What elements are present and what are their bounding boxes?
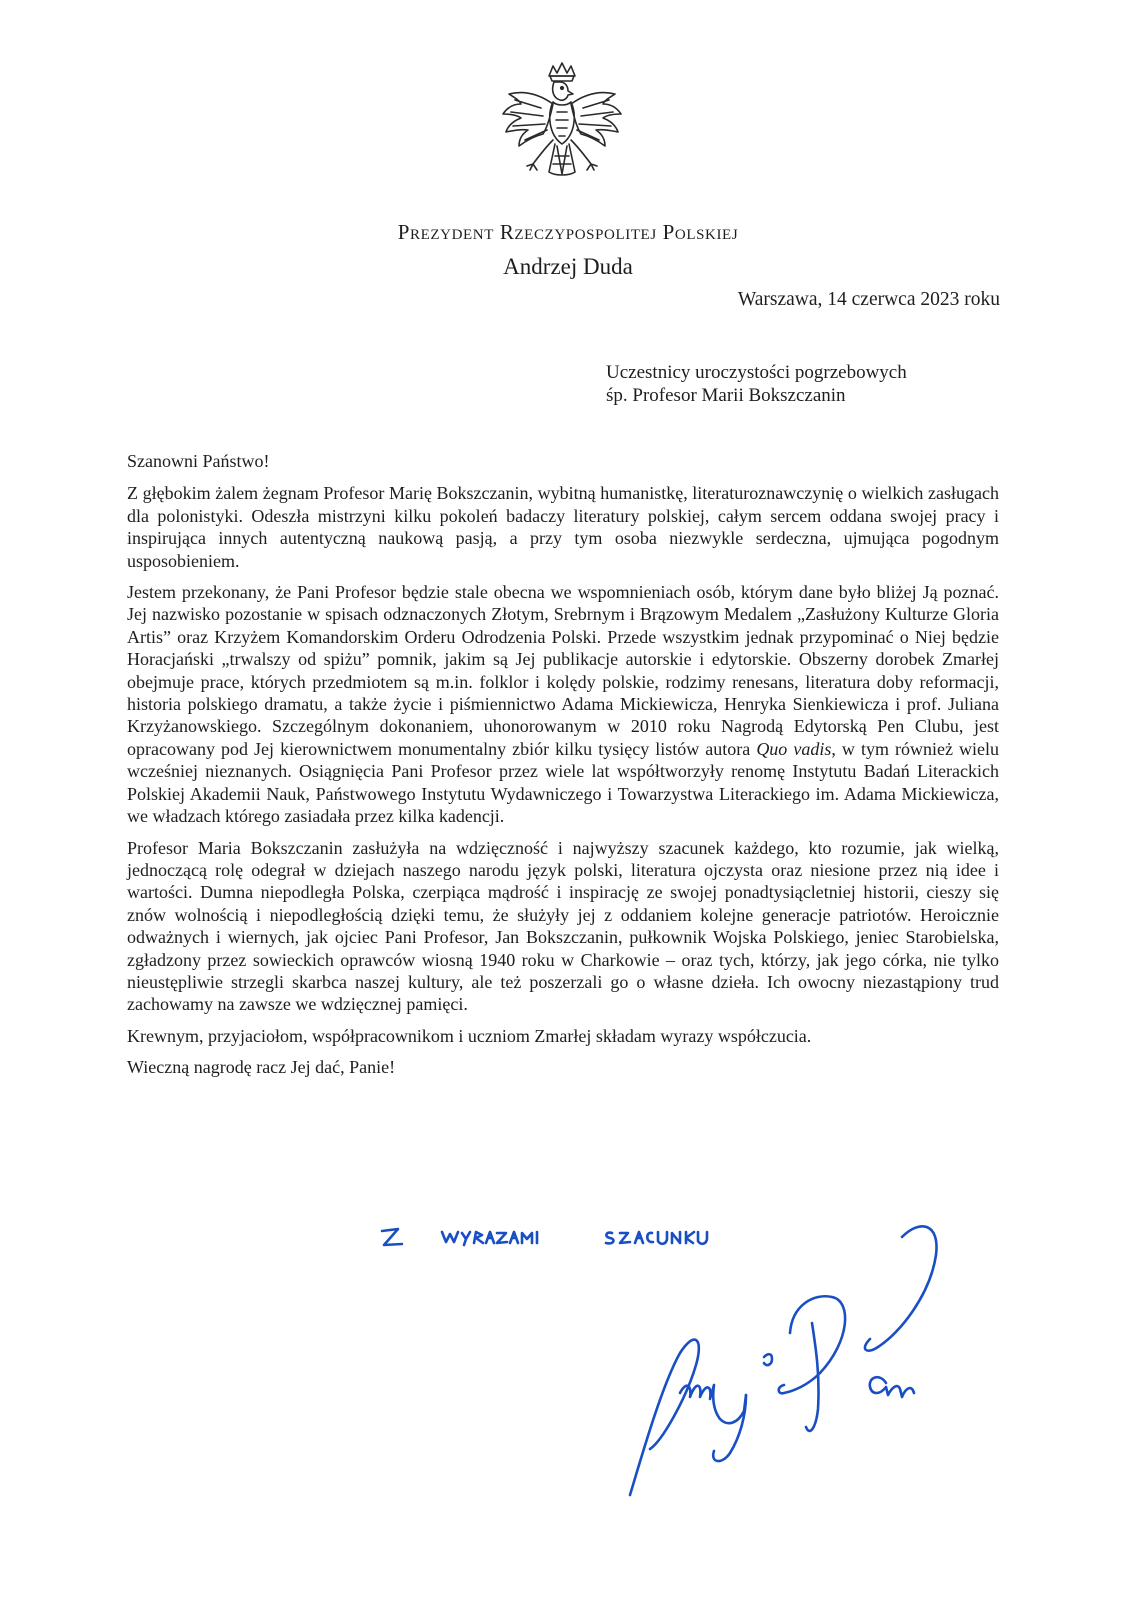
paragraph <box>127 581 999 827</box>
handwritten-signature-icon <box>380 1215 980 1515</box>
book-title: Quo vadis <box>756 738 832 759</box>
paragraph-text: Jestem przekonany, że Pani Profesor będzie stale obecna we wspomnieniach osób, którym dane było bliżej Ją poznać. Jej nazwisko pozostanie w spisach odznaczonych Złotym, Srebrnym i Brązowym Medalem „Zasłużony Kulturze Gloria Artis” oraz Krzyżem Komandorskim Orderu Odrodzenia Polski. Przede wszystkim jednak przypominać o Niej będzie Horacjański „trwalszy od spiżu” pomnik, jakim są Jej publikacje autorskie i edytorskie. Obszerny dorobek Zmarłej obejmuje prace, których przedmiotem są m.in. folklor i kolędy polskie, rodzimy renesans, literatura doby reformacji, historia polskiego dramatu, a także życie i piśmiennictwo Adama Mickiewicza, Henryka Sienkiewicza i prof. Juliana Krzyżanowskiego. Szczególnym dokonaniem, uhonorowanym w 2010 roku Nagrodą Edytorską Pen Clubu, jest opracowany pod Jej kierownictwem monumentalny zbiór kilku tysięcy listów autora <box>127 582 999 759</box>
paragraph-text: , w tym również wielu wcześniej nieznanych. Osiągnięcia Pani Profesor przez wiele lat współtworzyły renomę Instytutu Badań Literackich Polskiej Akademii Nauk, Państwowego Instytutu Wydawniczego i Towarzystwa Literackiego im. Adama Mickiewicza, we władzach którego zasiadała przez kilka kadencji. <box>127 738 1000 827</box>
recipient-line: Uczestnicy uroczystości pogrzebowych <box>606 362 907 383</box>
letter-body <box>127 450 999 1088</box>
paragraph: Krewnym, przyjaciołom, współpracownikom i uczniom Zmarłej składam wyrazy współczucia. <box>127 1025 812 1046</box>
date-line: Warszawa, 14 czerwca 2023 roku <box>737 289 1000 310</box>
recipient-block <box>606 361 907 407</box>
salutation: Szanowni Państwo! <box>127 451 270 471</box>
recipient-line: śp. Profesor Marii Bokszczanin <box>606 385 846 406</box>
paragraph: Wieczną nagrodę racz Jej dać, Panie! <box>127 1057 396 1078</box>
letterhead-name: Andrzej Duda <box>503 254 633 279</box>
paragraph: Profesor Maria Bokszczanin zasłużyła na wdzięczność i najwyższy szacunek każdego, kto rozumie, jak wielką, jednoczącą rolę odegrał w dziejach naszego narodu język polski, literatura ojczysta oraz niesione przez nią idee i wartości. Dumna niepodległa Polska, czerpiąca mądrość i inspirację ze swojej ponadtysiącletniej historii, cieszy się znów wolnością i niepodległością dzięki temu, że służyły jej z oddaniem kolejne generacje patriotów. Heroicznie odważnych i wiernych, jak ojciec Pani Profesor, Jan Bokszczanin, pułkownik Wojska Polskiego, jeniec Starobielska, zgładzony przez sowieckich oprawców wiosną 1940 roku w Charkowie – oraz tych, którzy, jak jego córka, nie tylko nieustępliwie strzegli skarbca naszej kultury, ale też poszerzali go o własne dzieła. Ich owocny niezastąpiony trud zachowamy na zawsze we wdzięcznej pamięci. <box>127 837 999 1015</box>
white-eagle-emblem-icon <box>497 60 627 195</box>
letterhead-title: Prezydent Rzeczypospolitej Polskiej <box>397 220 739 244</box>
paragraph: Z głębokim żalem żegnam Profesor Marię Bokszczanin, wybitną humanistkę, literaturoznawczynię o wielkich zasługach dla polonistyki. Odeszła mistrzyni kilku pokoleń badaczy literatury polskiej, całym sercem oddana swojej pracy i inspirująca innych autentyczną naukową pasją, a przy tym osoba niezwykle serdeczna, ujmująca pogodnym usposobieniem. <box>127 483 999 571</box>
